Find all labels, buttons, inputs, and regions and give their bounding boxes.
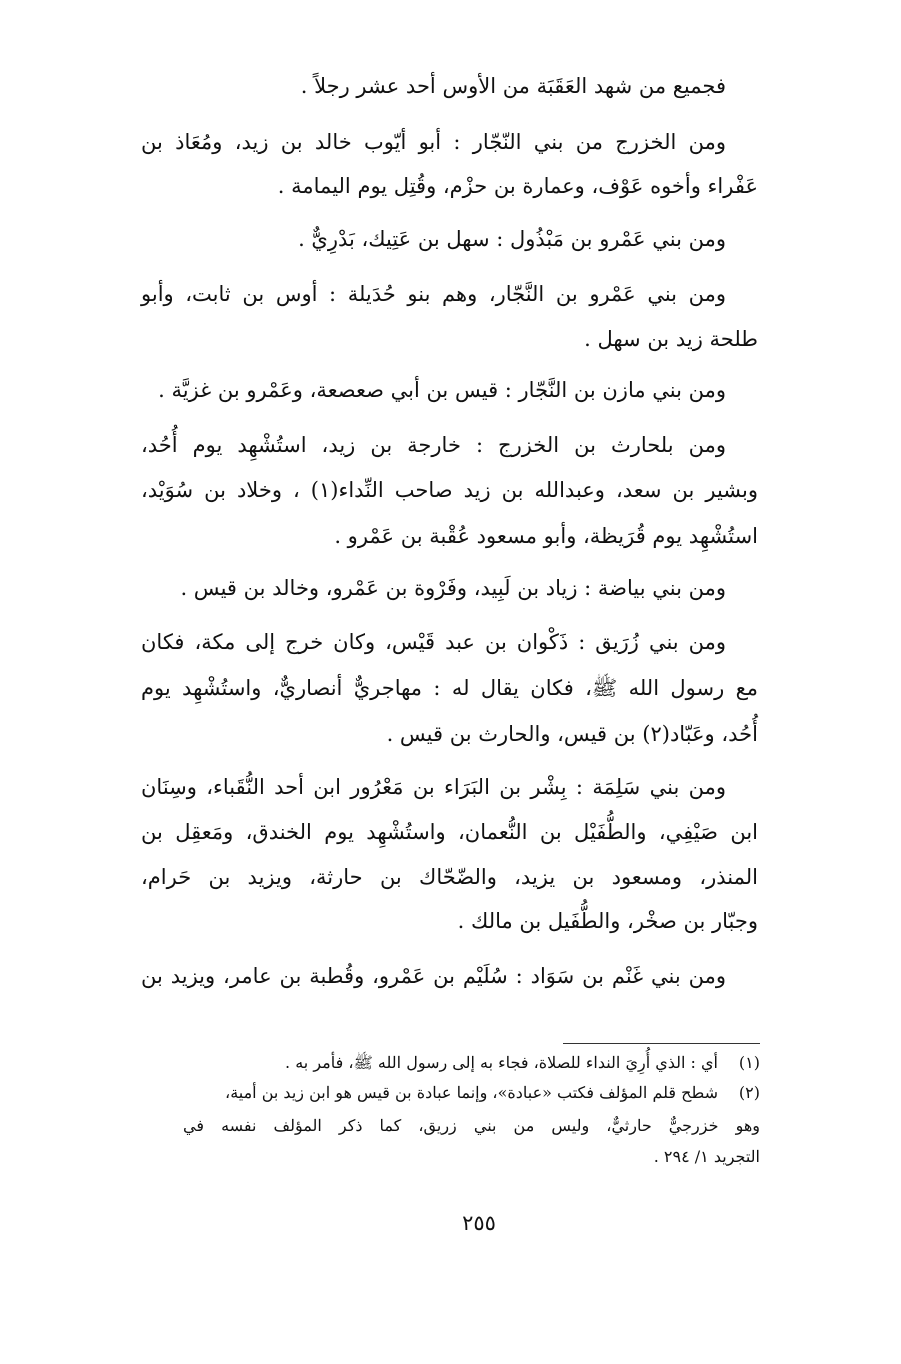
text-line: استُشْهِد يوم قُرَيظة، وأبو مسعود عُقْبة بن عَمْرو . bbox=[334, 524, 758, 548]
text-line: ومن بني زُرَيق : ذَكْوان بن عبد قَيْس، وكان خرج إلى مكة، فكان bbox=[141, 630, 726, 654]
footnote-2 bbox=[141, 1080, 760, 1105]
text-line: المنذر، ومسعود بن يزيد، والضّحّاك بن حارثة، ويزيد بن حَرام، bbox=[141, 865, 758, 889]
footnote-text: وهو خزرجيٌّ حارثيٌّ، وليس من بني زريق، كما ذكر المؤلف نفسه في bbox=[183, 1116, 760, 1135]
text-line: وجبّار بن صخْر، والطُّفَيل بن مالك . bbox=[457, 909, 758, 933]
footnote-text: أي : الذي أُرِيَ النداء للصلاة، فجاء به إلى رسول الله ﷺ، فأمر به . bbox=[285, 1053, 718, 1072]
text-line: مع رسول الله ﷺ، فكان يقال له : مهاجريٌّ أنصاريٌّ، واستُشْهِد يوم bbox=[141, 676, 758, 700]
text-line: أُحُد، وعَبّاد(٢) بن قيس، والحارث بن قيس . bbox=[386, 722, 758, 746]
text-line: طلحة زيد بن سهل . bbox=[584, 327, 758, 351]
text-line: ومن بني عَمْرو بن النَّجّار، وهم بنو حُدَيلة : أوس بن ثابت، وأبو bbox=[141, 282, 726, 306]
footnote-text: التجريد ١/ ٢٩٤ . bbox=[653, 1147, 760, 1166]
text-line: ومن بني عَمْرو بن مَبْذُول : سهل بن عَتِيك، بَدْرِيٌّ . bbox=[298, 227, 726, 251]
footnote-1 bbox=[141, 1050, 760, 1075]
text-line: فجميع من شهد العَقَبَة من الأوس أحد عشر رجلاً . bbox=[300, 74, 726, 98]
text-line: ومن بلحارث بن الخزرج : خارجة بن زيد، استُشْهِد يوم أُحُد، bbox=[141, 433, 726, 457]
text-line: ومن الخزرج من بني النّجّار : أبو أيّوب خالد بن زيد، ومُعَاذ بن bbox=[141, 130, 726, 154]
text-line: ابن صَيْفِي، والطُّفَيْل بن النُّعمان، واستُشْهِد يوم الخندق، ومَعقِل بن bbox=[141, 820, 758, 844]
text-line: عَفْراء وأخوه عَوْف، وعمارة بن حزْم، وقُتِل يوم اليمامة . bbox=[277, 174, 758, 198]
text-line: ومن بني مازن بن النَّجّار : قيس بن أبي صعصعة، وعَمْرو بن غزيَّة . bbox=[158, 378, 726, 402]
footnote-number: (٢) bbox=[738, 1083, 760, 1102]
text-line: وبشير بن سعد، وعبدالله بن زيد صاحب النِّداء(١) ، وخلاد بن سُوَيْد، bbox=[141, 478, 758, 502]
footnote-divider bbox=[563, 1043, 760, 1044]
text-line: ومن بني غَنْم بن سَوَاد : سُلَيْم بن عَمْرو، وقُطبة بن عامر، ويزيد بن bbox=[141, 964, 726, 988]
footnote-text: شطح قلم المؤلف فكتب «عبادة»، وإنما عبادة بن قيس هو ابن زيد بن أمية، bbox=[225, 1083, 718, 1102]
footnote-number: (١) bbox=[738, 1053, 760, 1072]
text-line: ومن بني سَلِمَة : بِشْر بن البَرَاء بن مَعْرُور ابن أحد النُّقَباء، وسِنَان bbox=[141, 775, 726, 799]
text-line: ومن بني بياضة : زياد بن لَبِيد، وفَرْوة بن عَمْرو، وخالد بن قيس . bbox=[180, 576, 726, 600]
page-number: ٢٥٥ bbox=[462, 1211, 496, 1235]
